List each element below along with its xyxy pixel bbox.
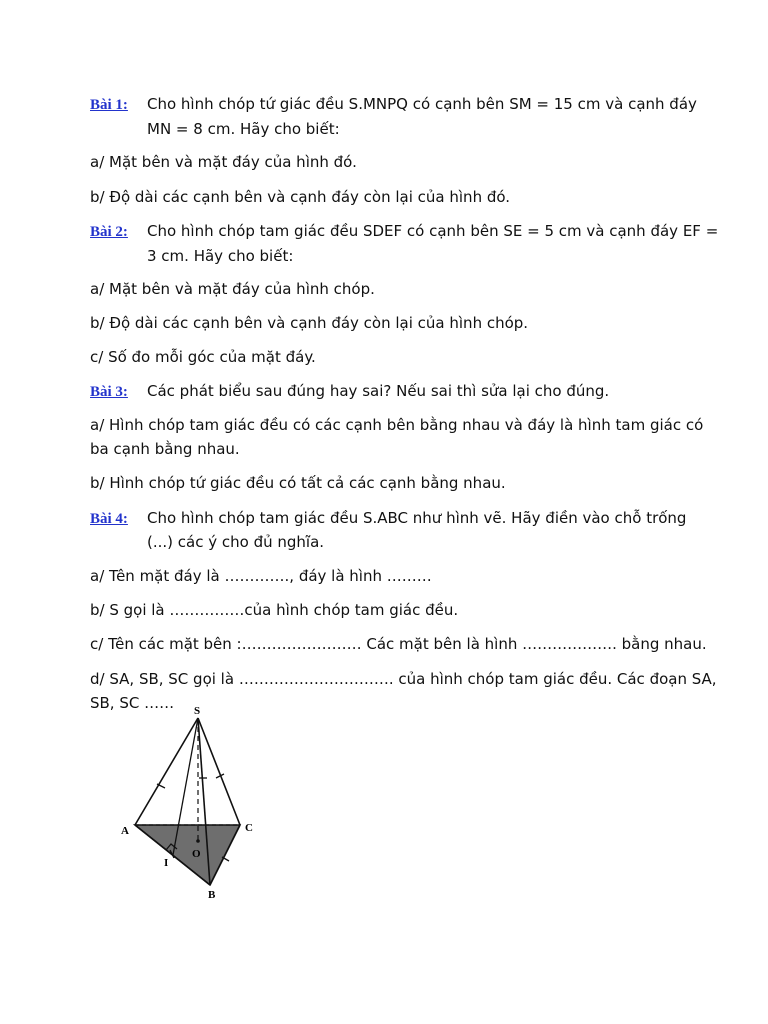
exercise-3-item-b: b/ Hình chóp tứ giác đều có tất cả các cạnh bằng nhau. bbox=[90, 474, 506, 492]
exercise-4-label[interactable]: Bài 4: bbox=[90, 511, 128, 527]
exercise-4-item-c: c/ Tên các mặt bên :…………………… Các mặt bên là hình ………………. bằng nhau. bbox=[90, 635, 707, 653]
exercise-3-item-a-line-2: ba cạnh bằng nhau. bbox=[90, 440, 240, 458]
exercise-2-prompt-line-1: Cho hình chóp tam giác đều SDEF có cạnh bên SE = 5 cm và cạnh đáy EF = bbox=[147, 222, 719, 240]
vertex-label-C: C bbox=[245, 822, 253, 834]
exercise-1-header bbox=[90, 92, 697, 117]
exercise-4-item-d-line-2: SB, SC …… bbox=[90, 694, 175, 712]
vertex-label-S: S bbox=[194, 705, 201, 717]
exercise-3-item-a-line-1: a/ Hình chóp tam giác đều có các cạnh bên bằng nhau và đáy là hình tam giác có bbox=[90, 416, 704, 434]
exercise-4-item-b: b/ S gọi là ……………của hình chóp tam giác đều. bbox=[90, 601, 459, 619]
exercise-3-label[interactable]: Bài 3: bbox=[90, 384, 128, 400]
exercise-4-header bbox=[90, 506, 690, 531]
exercise-4-item-a: a/ Tên mặt đáy là …………., đáy là hình ……… bbox=[90, 567, 432, 585]
exercise-2-header bbox=[90, 219, 719, 244]
vertex-label-A: A bbox=[121, 825, 129, 837]
exercise-4-prompt-line-1: Cho hình chóp tam giác đều S.ABC như hình vẽ. Hãy điền vào chỗ trống bbox=[147, 509, 687, 527]
exercise-2-item-b: b/ Độ dài các cạnh bên và cạnh đáy còn lại của hình chóp. bbox=[90, 314, 529, 332]
exercise-1-item-a: a/ Mặt bên và mặt đáy của hình đó. bbox=[90, 153, 357, 171]
exercise-4-prompt-line-2: (...) các ý cho đủ nghĩa. bbox=[147, 533, 325, 551]
exercise-2-item-a: a/ Mặt bên và mặt đáy của hình chóp. bbox=[90, 280, 375, 298]
exercise-2-prompt-line-2: 3 cm. Hãy cho biết: bbox=[147, 247, 294, 265]
exercise-1-label[interactable]: Bài 1: bbox=[90, 97, 128, 113]
point-label-O: O bbox=[192, 848, 201, 860]
exercise-1-prompt-line-2: MN = 8 cm. Hãy cho biết: bbox=[147, 120, 340, 138]
exercise-3-header bbox=[90, 379, 690, 404]
exercise-1-item-b: b/ Độ dài các cạnh bên và cạnh đáy còn lại của hình đó. bbox=[90, 188, 511, 206]
exercise-2-label[interactable]: Bài 2: bbox=[90, 224, 128, 240]
exercise-4-item-d-line-1: d/ SA, SB, SC gọi là …………………………. của hình chóp tam giác đều. Các đoạn SA, bbox=[90, 670, 717, 688]
point-label-I: I bbox=[164, 857, 169, 869]
pyramid-figure bbox=[100, 700, 270, 905]
centroid-point bbox=[196, 839, 200, 843]
exercise-2-item-c: c/ Số đo mỗi góc của mặt đáy. bbox=[90, 348, 316, 366]
exercise-3-prompt-line-1: Các phát biểu sau đúng hay sai? Nếu sai thì sửa lại cho đúng. bbox=[147, 382, 610, 400]
vertex-label-B: B bbox=[208, 889, 216, 901]
exercise-1-prompt-line-1: Cho hình chóp tứ giác đều S.MNPQ có cạnh bên SM = 15 cm và cạnh đáy bbox=[147, 95, 697, 113]
